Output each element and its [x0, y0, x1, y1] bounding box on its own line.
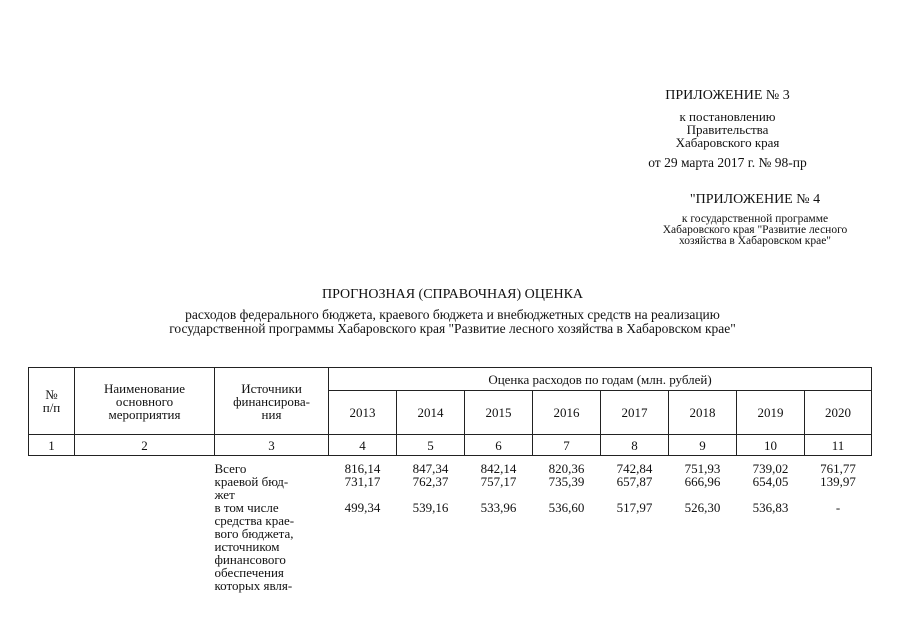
appendix2-line: хозяйства в Хабаровском крае" [679, 235, 831, 247]
row-name-cell [75, 501, 215, 592]
value-cell: 536,60 [548, 500, 585, 515]
header-source-line: Источники [241, 380, 302, 396]
document-title: ПРОГНОЗНАЯ (СПРАВОЧНАЯ) ОЦЕНКА [321, 287, 584, 302]
source-line: источником [214, 539, 280, 554]
column-number: 9 [669, 435, 737, 456]
header-year: 2018 [669, 391, 737, 435]
header-source-line: ния [261, 406, 282, 422]
header-num-line: № [45, 387, 58, 402]
value-cell: 761,77 [820, 461, 856, 476]
header-year: 2019 [737, 391, 805, 435]
expense-table [28, 367, 872, 592]
source-line: которых явля- [214, 578, 293, 593]
value-cell: 842,14 [480, 461, 517, 476]
appendix-block [600, 88, 855, 170]
header-name-line: основного [115, 393, 174, 409]
value-cell: 657,87 [616, 474, 653, 489]
column-number: 3 [215, 435, 329, 456]
row-source-cell [215, 501, 329, 592]
appendix2-title: "ПРИЛОЖЕНИЕ № 4 [689, 192, 821, 207]
value-cell: 666,96 [684, 474, 721, 489]
row-source-cell [215, 456, 329, 476]
value-cell: 139,97 [820, 474, 856, 489]
header-num-line: п/п [42, 400, 61, 415]
source-line: в том числе [214, 500, 279, 515]
source-line: финансового [214, 552, 286, 567]
column-number: 1 [29, 435, 75, 456]
header-year: 2013 [329, 391, 397, 435]
source-line: вого бюджета, [214, 526, 294, 541]
value-cell: 762,37 [412, 474, 449, 489]
header-year: 2020 [805, 391, 872, 435]
value-cell: 536,83 [752, 500, 789, 515]
row-num-cell [29, 456, 75, 476]
value-cell: 847,34 [412, 461, 449, 476]
source-line: жет [214, 487, 235, 502]
header-num [29, 368, 75, 435]
value-cell: 742,84 [616, 461, 653, 476]
value-cell: - [835, 500, 841, 515]
column-number: 5 [397, 435, 465, 456]
column-number: 7 [533, 435, 601, 456]
header-source-line: финансирова- [233, 393, 310, 409]
value-cell: 757,17 [480, 474, 517, 489]
header-year: 2016 [533, 391, 601, 435]
column-number: 4 [329, 435, 397, 456]
value-cell: 654,05 [752, 474, 789, 489]
column-number: 8 [601, 435, 669, 456]
appendix-line: к постановлению [679, 109, 776, 124]
header-source [215, 368, 329, 435]
column-number: 6 [465, 435, 533, 456]
value-cell: 499,34 [344, 500, 381, 515]
value-cell: 731,17 [344, 474, 381, 489]
value-cell: 820,36 [548, 461, 585, 476]
appendix-title: ПРИЛОЖЕНИЕ № 3 [665, 88, 790, 103]
appendix-date: от 29 марта 2017 г. № 98-пр [648, 155, 807, 170]
value-cell: 739,02 [752, 461, 789, 476]
header-name-line: Наименование [104, 380, 185, 396]
document-subtitle [0, 308, 905, 336]
appendix2-line: к государственной программе [681, 213, 829, 225]
header-name [75, 368, 215, 435]
subtitle-line: государственной программы Хабаровского края "Развитие лесного хозяйства в Хабаровском крае" [169, 321, 736, 336]
value-cell: 751,93 [684, 461, 721, 476]
header-name-line: мероприятия [108, 406, 181, 422]
appendix2-block [630, 192, 880, 247]
column-number-row [29, 435, 872, 456]
row-name-cell [75, 456, 215, 476]
subtitle-line: расходов федерального бюджета, краевого бюджета и внебюджетных средств на реализацию [185, 307, 720, 322]
header-year: 2015 [465, 391, 533, 435]
value-cell: 735,39 [548, 474, 585, 489]
header-year: 2014 [397, 391, 465, 435]
value-cell: 539,16 [412, 500, 449, 515]
table-row [29, 456, 872, 476]
value-cell: 517,97 [616, 500, 653, 515]
value-cell: 816,14 [344, 461, 381, 476]
header-year: 2017 [601, 391, 669, 435]
source-line: краевой бюд- [214, 474, 289, 489]
table-row [29, 501, 872, 592]
header-estimate: Оценка расходов по годам (млн. рублей) [329, 368, 872, 391]
row-source-cell [215, 475, 329, 501]
value-cell: 533,96 [480, 500, 517, 515]
source-line: обеспечения [214, 565, 284, 580]
appendix-line: Правительства [686, 122, 769, 137]
appendix2-line: Хабаровского края "Развитие лесного [662, 224, 848, 236]
source-line: средства крае- [214, 513, 295, 528]
source-line: Всего [214, 461, 247, 476]
row-num-cell [29, 501, 75, 592]
appendix-line: Хабаровского края [675, 135, 780, 150]
column-number: 2 [75, 435, 215, 456]
table-row [29, 475, 872, 501]
column-number: 10 [737, 435, 805, 456]
value-cell: 526,30 [684, 500, 721, 515]
column-number: 11 [805, 435, 872, 456]
row-name-cell [75, 475, 215, 501]
row-num-cell [29, 475, 75, 501]
